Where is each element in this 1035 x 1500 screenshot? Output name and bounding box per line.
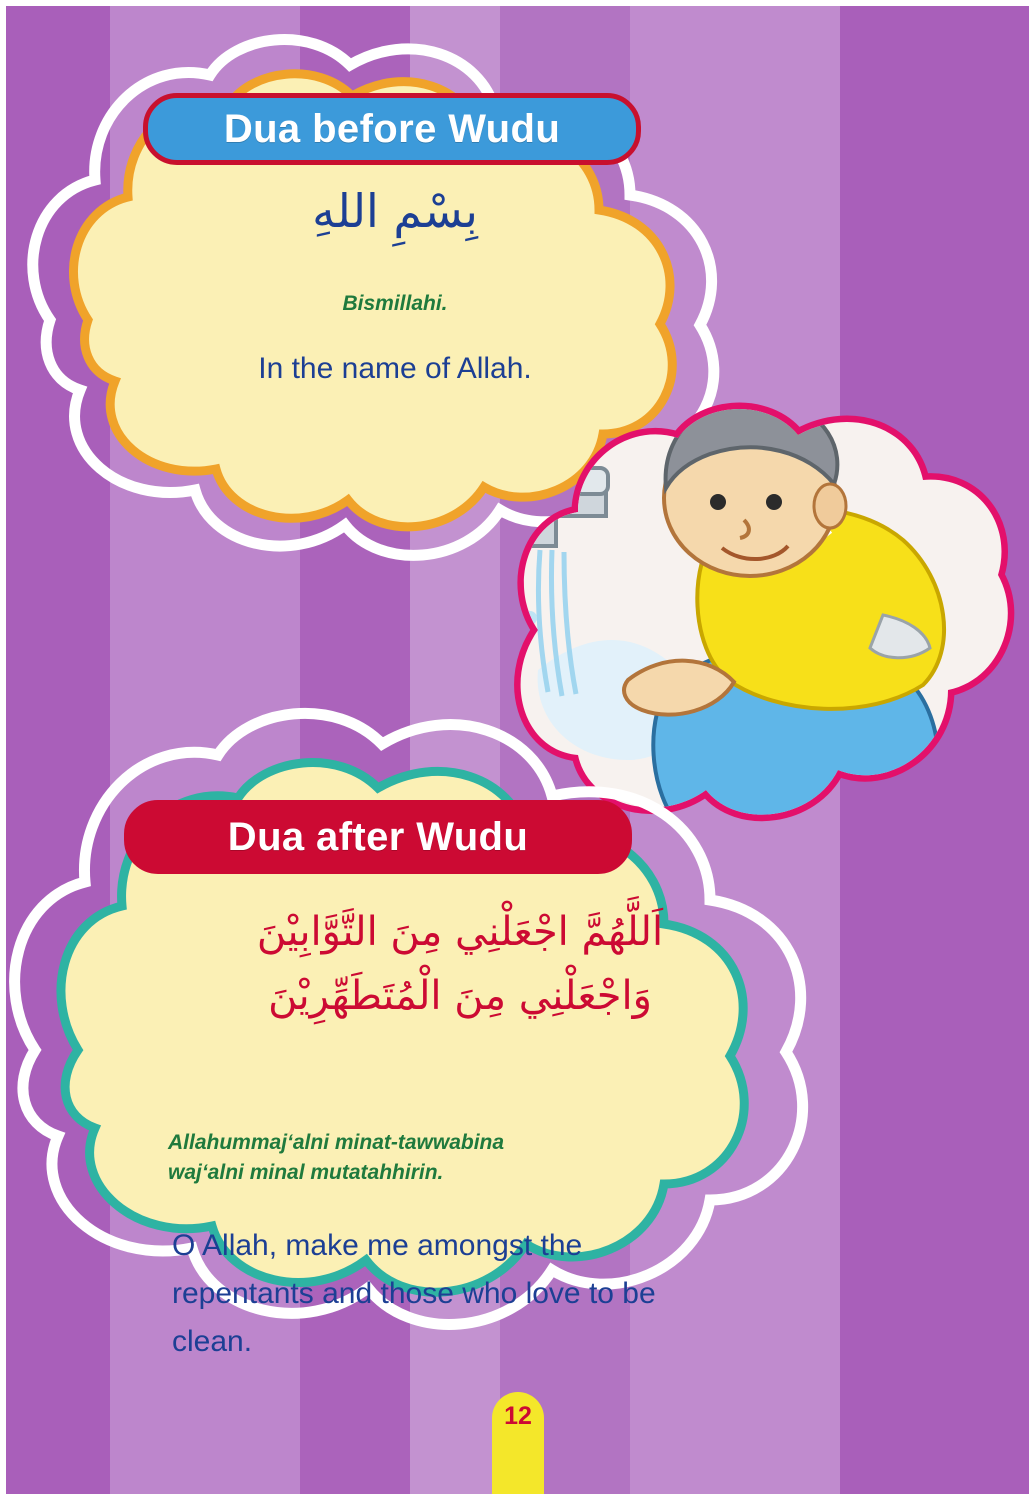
translation-before-wudu: In the name of Allah. — [258, 352, 532, 385]
transliteration-after-wudu — [168, 1128, 768, 1189]
arabic-text-before-wudu: بِسْمِ اللهِ — [312, 184, 478, 238]
banner-before-label: Dua before Wudu — [223, 106, 561, 151]
banner-dua-before-wudu — [143, 93, 641, 165]
arabic-line-1: اَللَّهُمَّ اجْعَلْنِي مِنَ التَّوَّابِيْنَ — [256, 909, 664, 955]
transliteration-before-wudu: Bismillahi. — [342, 292, 448, 315]
arabic-line-2: وَاجْعَلْنِي مِنَ الْمُتَطَهِّرِيْنَ — [268, 973, 652, 1019]
arabic-text-after-wudu — [120, 900, 800, 1028]
transliteration-line-2: waj‘alni minal mutatahhirin. — [168, 1161, 444, 1185]
page-number: 12 — [504, 1402, 532, 1430]
translation-after-wudu: O Allah, make me amongst the repentants and those who love to be clean. — [172, 1229, 656, 1358]
transliteration-line-1: Allahummaj‘alni minat-tawwabina — [168, 1131, 505, 1154]
page-number-tab — [492, 1392, 544, 1500]
cloud-after-wudu — [0, 620, 820, 1500]
banner-after-label: Dua after Wudu — [227, 814, 529, 859]
banner-dua-after-wudu — [124, 800, 632, 874]
